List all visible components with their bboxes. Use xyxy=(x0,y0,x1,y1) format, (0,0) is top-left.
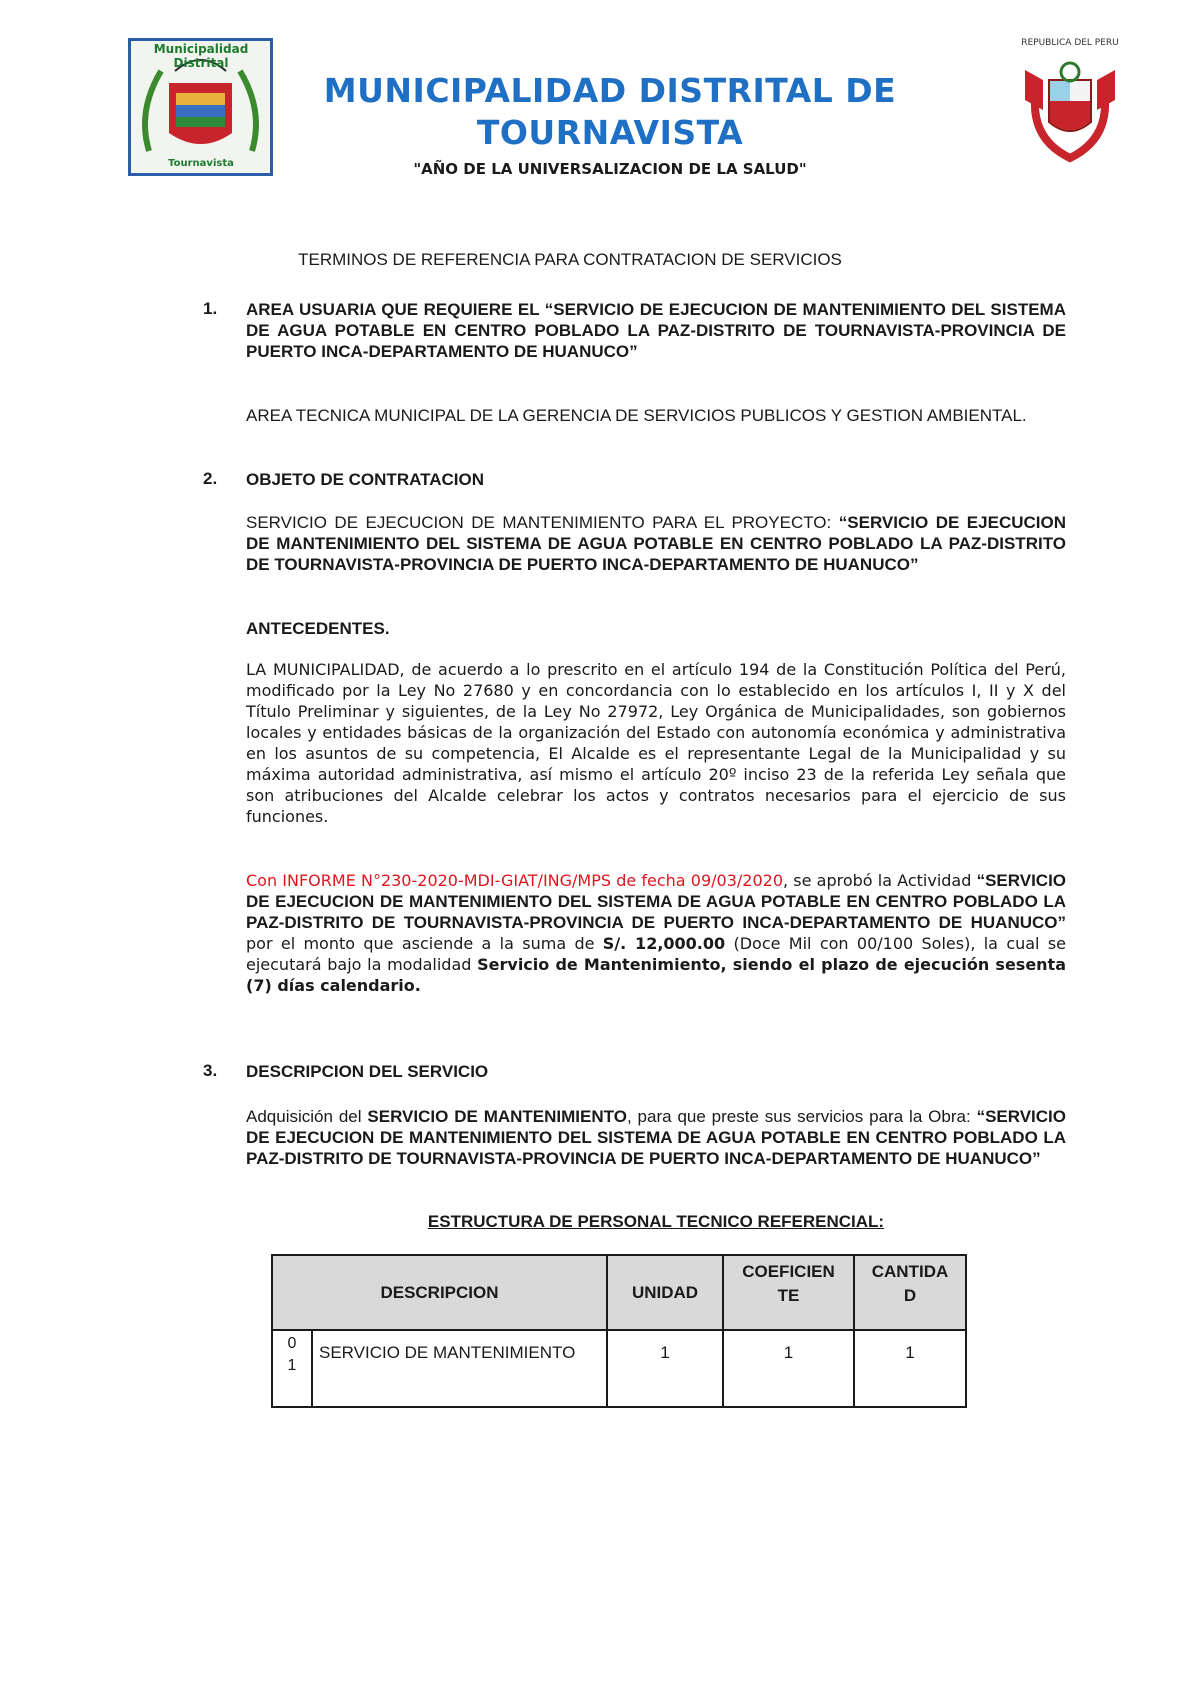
section2-intro-project: “SERVICIO DE EJECUCION DE MANTENIMIENTO DEL SISTEMA DE AGUA POTABLE EN CENTRO POBLADO LA PAZ-DISTRITO DE TOURNAVISTA-PROVINCIA DE PUERTO INCA-DEPARTAMENTO DE HUANUCO” xyxy=(246,513,1066,574)
row-coeficiente: 1 xyxy=(723,1330,854,1407)
institution-title-line2: TOURNAVISTA xyxy=(476,113,744,152)
antecedentes-heading: ANTECEDENTES. xyxy=(246,619,390,638)
header-unidad: UNIDAD xyxy=(607,1255,723,1330)
section3-service: SERVICIO DE MANTENIMIENTO xyxy=(367,1107,627,1126)
row-index: 0 1 xyxy=(272,1330,312,1407)
row-cantidad: 1 xyxy=(854,1330,966,1407)
year-motto: "AÑO DE LA UNIVERSALIZACION DE LA SALUD" xyxy=(413,160,807,178)
section2-intro xyxy=(246,512,1066,575)
table-header-row xyxy=(272,1255,966,1330)
table-row xyxy=(272,1330,966,1407)
structure-title: ESTRUCTURA DE PERSONAL TECNICO REFERENCIAL: xyxy=(427,1212,885,1231)
section2-number: 2. xyxy=(203,469,218,488)
peru-coat-of-arms-icon xyxy=(1015,40,1125,170)
monto-amount: S/. 12,000.00 xyxy=(602,934,726,953)
informe-paragraph xyxy=(246,870,1066,996)
informe-activity: “SERVICIO DE EJECUCION DE MANTENIMIENTO DEL SISTEMA DE AGUA POTABLE EN CENTRO POBLADO LA PAZ-DISTRITO DE TOURNAVISTA-PROVINCIA DE PUERTO INCA-DEPARTAMENTO DE HUANUCO” xyxy=(246,871,1067,932)
section2-heading: OBJETO DE CONTRATACION xyxy=(246,470,485,489)
header-descripcion: DESCRIPCION xyxy=(272,1255,607,1330)
header-cantidad: CANTIDA D xyxy=(854,1255,966,1330)
section1-number: 1. xyxy=(203,299,218,318)
institution-title-line1: MUNICIPALIDAD DISTRITAL DE xyxy=(323,71,897,110)
seal-text-bottom: Tournavista xyxy=(168,158,234,169)
section3-intro-after: , para que preste sus servicios para la Obra: xyxy=(626,1107,977,1126)
section3-intro xyxy=(246,1106,1066,1169)
monto-pre: por el monto que asciende a la suma de xyxy=(246,934,603,953)
section2-intro-text: SERVICIO DE EJECUCION DE MANTENIMIENTO PARA EL PROYECTO: xyxy=(246,513,839,532)
section3-intro-text: Adquisición del xyxy=(246,1107,368,1126)
monto-words: (Doce Mil con 00/100 Soles), la cual se ejecutará bajo la modalidad xyxy=(246,934,1067,974)
informe-reference: Con INFORME N°230-2020-MDI-GIAT/ING/MPS de fecha 09/03/2020 xyxy=(246,871,784,890)
section1-heading: AREA USUARIA QUE REQUIERE EL “SERVICIO DE EJECUCION DE MANTENIMIENTO DEL SISTEMA DE AGUA POTABLE EN CENTRO POBLADO LA PAZ-DISTRITO DE TOURNAVISTA-PROVINCIA DE PUERTO INCA-DEPARTAMENTO DE HUANUCO” xyxy=(246,300,1066,361)
section3-obra: “SERVICIO DE EJECUCION DE MANTENIMIENTO DEL SISTEMA DE AGUA POTABLE EN CENTRO POBLADO LA PAZ-DISTRITO DE TOURNAVISTA-PROVINCIA DE PUERTO INCA-DEPARTAMENTO DE HUANUCO” xyxy=(246,1107,1066,1168)
section3-heading: DESCRIPCION DEL SERVICIO xyxy=(246,1062,489,1081)
modalidad-text: Servicio de Mantenimiento, siendo el plazo de ejecución sesenta (7) días calendario. xyxy=(246,955,1067,995)
row-descripcion: SERVICIO DE MANTENIMIENTO xyxy=(312,1330,607,1407)
section1-body: AREA TECNICA MUNICIPAL DE LA GERENCIA DE SERVICIOS PUBLICOS Y GESTION AMBIENTAL. xyxy=(246,406,1027,425)
personnel-table xyxy=(271,1254,967,1408)
document-title: TERMINOS DE REFERENCIA PARA CONTRATACION DE SERVICIOS xyxy=(298,250,842,269)
coat-of-arms-text: REPUBLICA DEL PERU xyxy=(1021,38,1119,48)
institution-title xyxy=(280,70,940,154)
informe-after: , se aprobó la Actividad xyxy=(783,871,977,890)
seal-text-top: Municipalidad Distrital xyxy=(153,42,249,70)
section3-number: 3. xyxy=(203,1061,218,1080)
row-unidad: 1 xyxy=(607,1330,723,1407)
header-coeficiente: COEFICIEN TE xyxy=(723,1255,854,1330)
antecedentes-body: LA MUNICIPALIDAD, de acuerdo a lo prescrito en el artículo 194 de la Constitución Política del Perú, modificado por la Ley No 27680 y en concordancia con lo establecido en los artículos I, II y X del Título Preliminar y siguientes, de la Ley No 27972, Ley Orgánica de Municipalidades, son gobiernos locales y entidades básicas de la organización del Estado con autonomía económica y administrativa en los asuntos de su competencia, El Alcalde es el representante Legal de la Municipalidad y su máxima autoridad administrativa, así mismo el artículo 20º inciso 23 de la referida Ley señala que son atribuciones del Alcalde celebrar los actos y contratos necesarios para el ejercicio de sus funciones. xyxy=(246,660,1066,826)
